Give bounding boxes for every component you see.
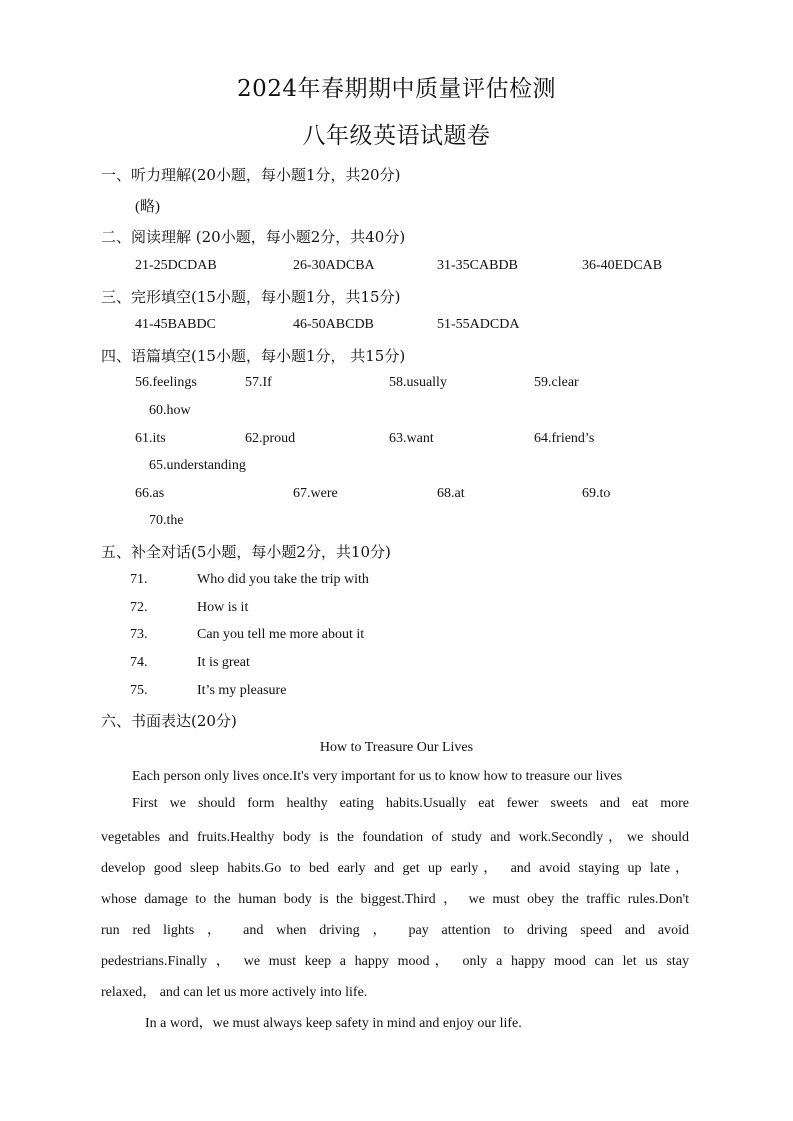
passage-fill-answer: 57.If (245, 375, 272, 390)
section-dialogue-heading: 五、补全对话(5小题，每小题2分，共10分) (101, 543, 391, 561)
passage-fill-answer: 59.clear (534, 375, 579, 390)
reading-answer: 31-35CABDB (437, 258, 518, 273)
cloze-answer: 41-45BABDC (135, 317, 216, 332)
reading-answer: 36-40EDCAB (582, 258, 663, 273)
dialogue-answer: Who did you take the trip with (197, 572, 369, 587)
passage-fill-answer: 66.as (135, 486, 165, 501)
essay-line: In a word，we must always keep safety in mind and enjoy our life. (145, 1016, 522, 1031)
exam-title: 2024年春期期中质量评估检测 (236, 76, 557, 102)
essay-line: First we should form healthy eating habits.Usually eat fewer sweets and eat more (132, 796, 689, 811)
essay-line: vegetables and fruits.Healthy body is the foundation of study and work.Secondly，we should (101, 830, 689, 845)
passage-fill-answer: 56.feelings (135, 375, 197, 390)
essay-line: whose damage to the human body is the biggest.Third ， we must obey the traffic rules.Don't (101, 892, 689, 907)
essay-line: develop good sleep habits.Go to bed early and get up early， and avoid staying up late， (101, 861, 689, 876)
passage-fill-answer: 69.to (582, 486, 611, 501)
listening-note: (略) (135, 199, 160, 215)
cloze-answer: 51-55ADCDA (437, 317, 520, 332)
exam-subtitle: 八年级英语试题卷 (302, 123, 491, 149)
dialogue-number: 72. (130, 600, 148, 615)
passage-fill-answer: 68.at (437, 486, 465, 501)
dialogue-number: 75. (130, 683, 148, 698)
passage-fill-answer: 58.usually (389, 375, 447, 390)
dialogue-answer: It is great (197, 655, 250, 670)
section-writing-heading: 六、书面表达(20分) (101, 712, 237, 730)
dialogue-answer: Can you tell me more about it (197, 627, 365, 642)
dialogue-number: 71. (130, 572, 148, 587)
essay-title: How to Treasure Our Lives (319, 740, 474, 755)
essay-line: relaxed， and can let us more actively into life. (101, 985, 368, 1000)
section-passage-fill-heading: 四、语篇填空(15小题，每小题1分， 共15分) (101, 347, 406, 365)
passage-fill-answer: 62.proud (245, 431, 296, 446)
dialogue-answer: How is it (197, 600, 249, 615)
passage-fill-answer: 60.how (149, 403, 191, 418)
section-listening-heading: 一、听力理解(20小题，每小题1分，共20分) (101, 166, 401, 184)
essay-line: run red lights ， and when driving ， pay attention to driving speed and avoid (101, 923, 689, 938)
essay-line: pedestrians.Finally ， we must keep a happy mood， only a happy mood can let us stay (101, 954, 689, 969)
cloze-answer: 46-50ABCDB (293, 317, 374, 332)
reading-answer: 26-30ADCBA (293, 258, 375, 273)
section-reading-heading: 二、阅读理解 (20小题，每小题2分，共40分) (101, 228, 406, 246)
passage-fill-answer: 65.understanding (149, 458, 246, 473)
reading-answer: 21-25DCDAB (135, 258, 217, 273)
passage-fill-answer: 63.want (389, 431, 434, 446)
section-cloze-heading: 三、完形填空(15小题，每小题1分，共15分) (101, 288, 401, 306)
passage-fill-answer: 61.its (135, 431, 166, 446)
passage-fill-answer: 67.were (293, 486, 338, 501)
passage-fill-answer: 70.the (149, 513, 184, 528)
dialogue-number: 74. (130, 655, 148, 670)
dialogue-answer: It’s my pleasure (197, 683, 287, 698)
dialogue-number: 73. (130, 627, 148, 642)
passage-fill-answer: 64.friend’s (534, 431, 595, 446)
essay-line: Each person only lives once.It's very important for us to know how to treasure our lives (132, 769, 623, 784)
